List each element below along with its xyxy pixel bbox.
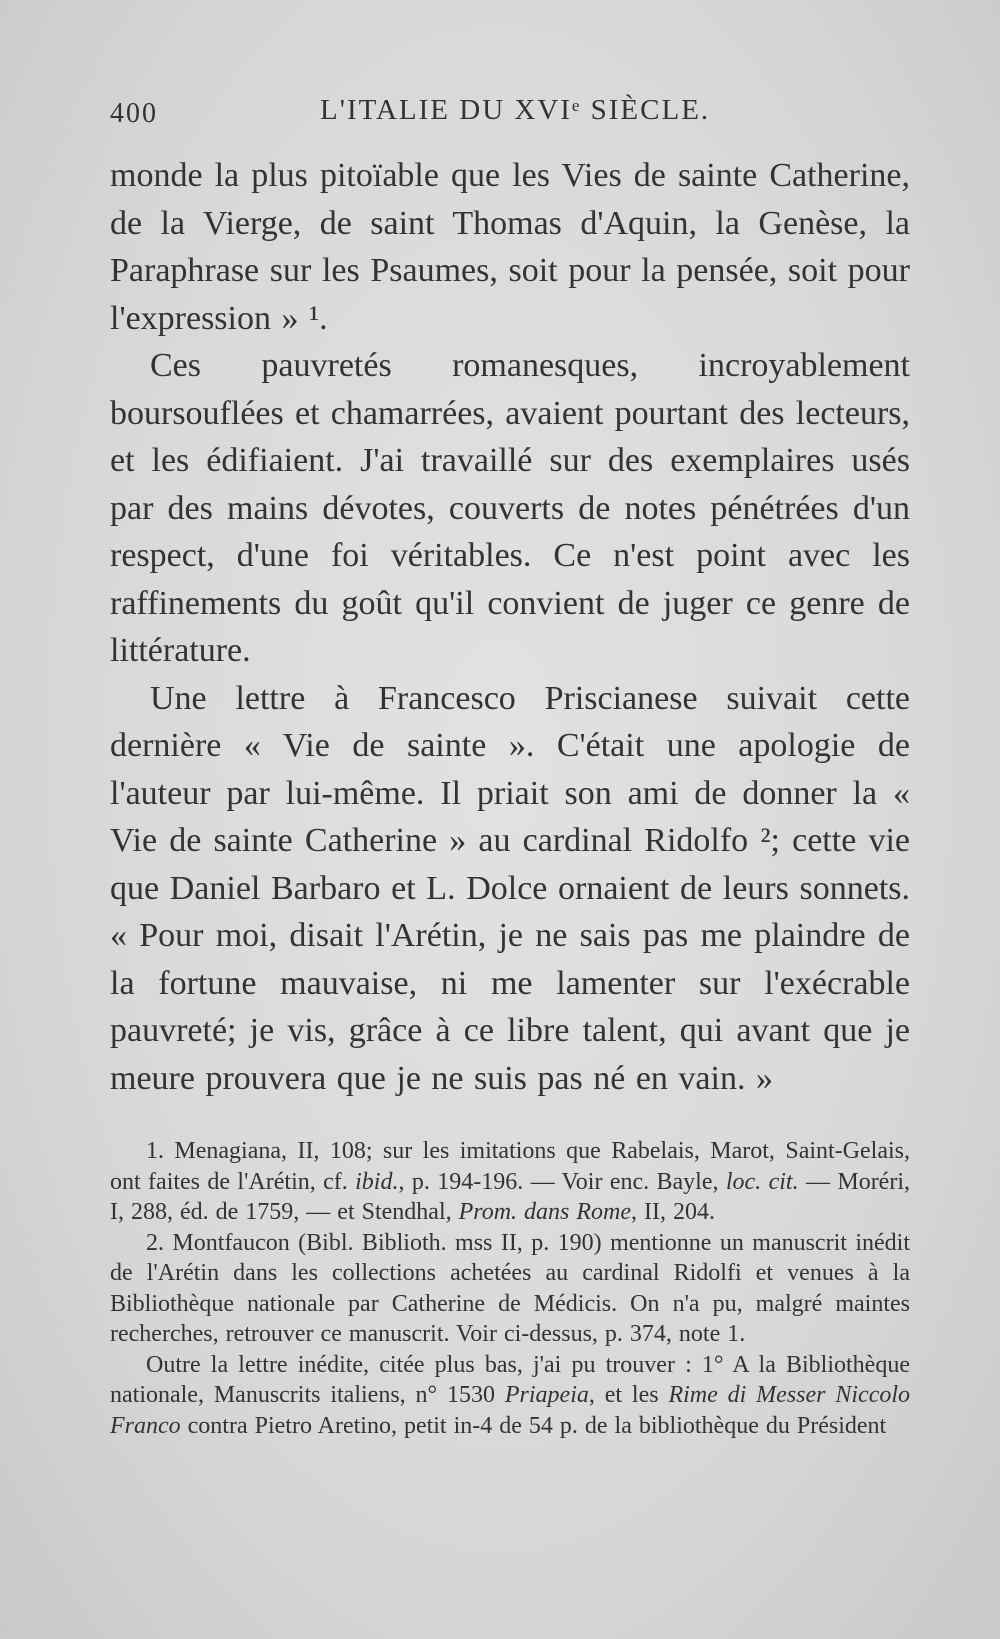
paragraph-3: Une lettre à Francesco Priscianese suivait cette dernière « Vie de sainte ». C'était une apologie de l'auteur par lui-même. Il priait son ami de donner la « Vie de sainte Catherine » au cardinal Ridolfo ²; cette vie que Daniel Barbaro et L. Dolce ornaient de leurs sonnets. « Pour moi, disait l'Arétin, je ne sais pas me plaindre de la fortune mauvaise, ni me lamenter sur l'exécrable pauvreté; je vis, grâce à ce libre talent, qui avant que je meure prouvera que je ne suis pas né en vain. » <box>110 679 910 1097</box>
footnote-3 <box>110 1350 910 1442</box>
footnote-1-text-a: 1. Menagiana, II, 108; sur les imitations que Rabelais, Marot, Saint-Gelais, ont faites de l'Arétin, cf. <box>110 1138 910 1195</box>
footnote-1-text-c: — Moréri, I, 288, éd. de 1759, — et Stendhal, <box>110 1168 910 1225</box>
paragraph-1: monde la plus pitoïable que les Vies de sainte Catherine, de la Vierge, de saint Thomas d'Aquin, la Genèse, la Paraphrase sur les Psaumes, soit pour la pensée, soit pour l'expression » ¹. <box>110 157 910 337</box>
footnote-1-text-b: , p. 194-196. — Voir enc. Bayle, <box>398 1168 726 1195</box>
footnote-3-text-b: , et les <box>588 1382 669 1408</box>
footnote-3-rime: Rime di Messer Niccolo Franco <box>110 1382 911 1439</box>
footnote-1 <box>110 1136 910 1228</box>
footnotes <box>110 1136 910 1441</box>
main-text <box>110 152 910 1102</box>
footnote-3-text-c: contra Pietro Aretino, petit in-4 de 54 p. de la bibliothèque du Président <box>180 1412 887 1439</box>
footnote-2: 2. Montfaucon (Bibl. Biblioth. mss II, p. 190) mentionne un manuscrit inédit de l'Arétin dans les collections achetées au cardinal Ridolfi et venues à la Bibliothèque nationale par Catherine de Médicis. On n'a pu, malgré maintes recherches, retrouver ce manuscrit. Voir ci-dessus, p. 374, note 1. <box>110 1229 910 1347</box>
footnote-1-text-d: , II, 204. <box>631 1199 716 1225</box>
running-title: L'ITALIE DU XVIᵉ SIÈCLE. <box>320 94 711 126</box>
paragraph-2: Ces pauvretés romanesques, incroyablement boursouflées et chamarrées, avaient pourtant des lecteurs, et les édifiaient. J'ai travaillé sur des exemplaires usés par des mains dévotes, couverts de notes pénétrées d'un respect, d'une foi véritables. Ce n'est point avec les raffinements du goût qu'il convient de juger ce genre de littérature. <box>110 347 910 669</box>
footnote-3-priapeia: Priapeia <box>504 1382 589 1408</box>
running-header <box>110 90 910 130</box>
footnote-3-text-a: Outre la lettre inédite, citée plus bas, j'ai pu trouver : 1° A la Bibliothèque nationale, Manuscrits italiens, n° 1530 <box>110 1351 910 1408</box>
footnote-1-prom: Prom. dans Rome <box>458 1199 632 1225</box>
footnote-1-ibid: ibid. <box>355 1168 399 1195</box>
footnote-1-loc-cit: loc. cit. <box>725 1168 799 1195</box>
page-number: 400 <box>110 98 158 129</box>
